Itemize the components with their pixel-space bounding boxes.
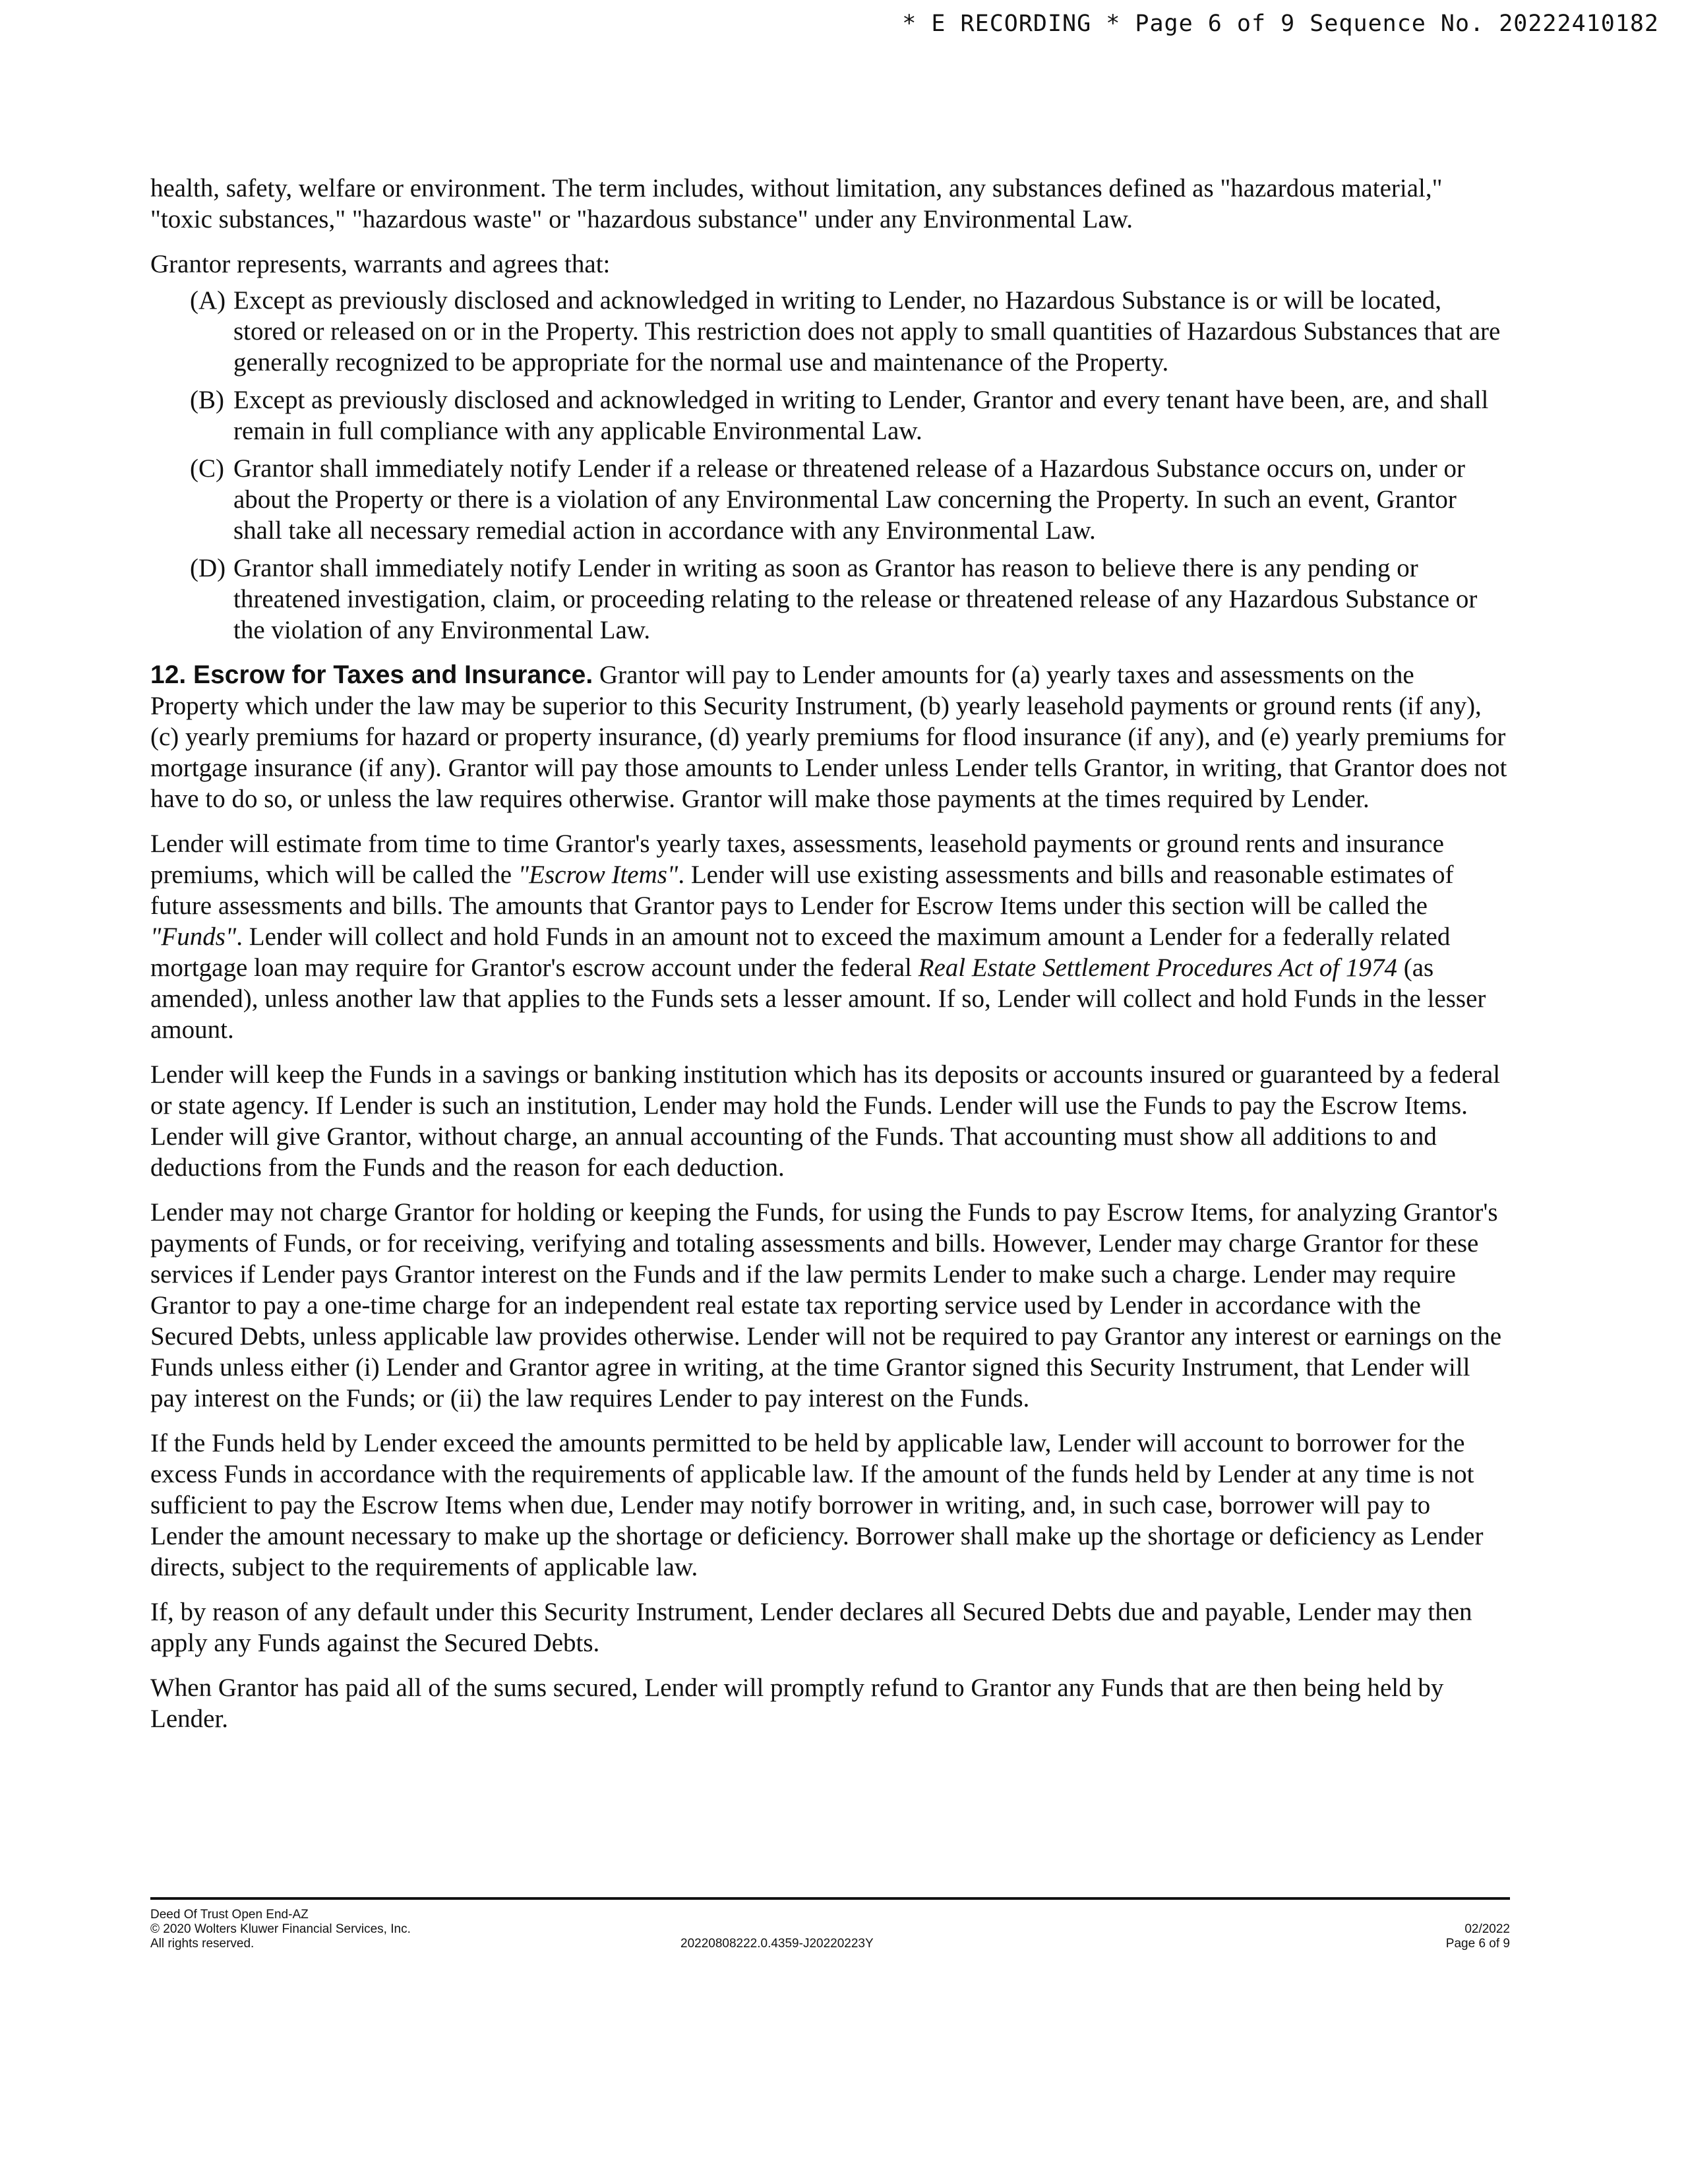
footer-form-name: Deed Of Trust Open End-AZ (150, 1908, 309, 1922)
list-item (150, 285, 1509, 378)
estimate-text-3: . Lender will collect and hold Funds in an amount not to exceed the maximum amount a Lender for a federally related mortgage loan may require for Grantor's escrow account under the federal (150, 923, 1451, 982)
footer-page-info (1446, 1922, 1510, 1951)
section-12-paragraph (150, 659, 1509, 814)
document-body (150, 173, 1509, 1748)
footer-divider (150, 1897, 1510, 1900)
estimate-text-1: Lender will estimate from time to time Grantor's yearly taxes, assessments, leasehold payments or ground rents and insurance premiums, which will be called the (150, 830, 1444, 889)
list-item-label: (B) (190, 386, 224, 414)
paragraph-charges: Lender may not charge Grantor for holding or keeping the Funds, for using the Funds to pay Escrow Items, for analyzing Grantor's payments of Funds, or for receiving, verifying and totaling assessments and bills. However, Lender may charge Grantor for these services if Lender pays Grantor interest on the Funds and if the law permits Lender to make such a charge. Lender may require Grantor to pay a one-time charge for an independent real estate tax reporting service used by Lender in accordance with the Secured Debts, unless applicable law provides otherwise. Lender will not be required to pay Grantor any interest or earnings on the Funds unless either (i) Lender and Grantor agree in writing, at the time Grantor signed this Security Instrument, that Lender will pay interest on the Funds; or (ii) the law requires Lender to pay interest on the Funds. (150, 1198, 1502, 1412)
footer-copyright: © 2020 Wolters Kluwer Financial Services, Inc. (150, 1922, 411, 1936)
list-item (150, 453, 1509, 546)
footer-date: 02/2022 (1464, 1922, 1510, 1936)
section-12-heading: 12. Escrow for Taxes and Insurance. (150, 661, 593, 689)
list-item-label: (D) (190, 554, 226, 582)
list-item-text: Grantor shall immediately notify Lender if a release or threatened release of a Hazardous Substance occurs on, under or about the Property or there is a violation of any Environmental Law concerning the Property. In such an event, Grantor shall take all necessary remedial action in accordance with any Environmental Law. (233, 454, 1465, 545)
footer-rights: All rights reserved. (150, 1937, 255, 1951)
paragraph-estimate (150, 828, 1509, 1045)
representations-list (150, 285, 1509, 646)
paragraph-keep-funds: Lender will keep the Funds in a savings or banking institution which has its deposits or accounts insured or guaranteed by a federal or state agency. If Lender is such an institution, Lender may hold the Funds. Lender will use the Funds to pay the Escrow Items. Lender will give Grantor, without charge, an annual accounting of the Funds. That accounting must show all additions to and deductions from the Funds and the reason for each deduction. (150, 1060, 1501, 1182)
footer-page-number: Page 6 of 9 (1445, 1937, 1510, 1951)
funds-term: "Funds" (150, 923, 237, 951)
list-item-text: Grantor shall immediately notify Lender in writing as soon as Grantor has reason to believe there is any pending or threatened investigation, claim, or proceeding relating to the release or threatened release of any Hazardous Substance or the violation of any Environmental Law. (233, 554, 1478, 644)
section-12-text: Grantor will pay to Lender amounts for (a) yearly taxes and assessments on the Property which under the law may be superior to this Security Instrument, (b) yearly leasehold payments or ground rents (if any), (c) yearly premiums for hazard or property insurance, (d) yearly premiums for flood insurance (if any), and (e) yearly premiums for mortgage insurance (if any). Grantor will pay those amounts to Lender unless Lender tells Grantor, in writing, that Grantor does not have to do so, or unless the law requires otherwise. Grantor will make those payments at the times required by Lender. (150, 661, 1507, 813)
paragraph-refund: When Grantor has paid all of the sums secured, Lender will promptly refund to Grantor any Funds that are then being held by Lender. (150, 1674, 1444, 1733)
estimate-text-2: . Lender will use existing assessments and bills and reasonable estimates of future assessments and bills. The amounts that Grantor pays to Lender for Escrow Items under this section will be called the (150, 861, 1454, 920)
list-item-label: (C) (190, 454, 224, 483)
recording-header: * E RECORDING * Page 6 of 9 Sequence No. 20222410182 (902, 11, 1659, 37)
respa-act-name: Real Estate Settlement Procedures Act of 1974 (918, 954, 1397, 982)
list-item-text: Except as previously disclosed and acknowledged in writing to Lender, Grantor and every tenant have been, are, and shall remain in full compliance with any applicable Environmental Law. (233, 386, 1489, 445)
footer-form-info (150, 1908, 411, 1951)
estimate-text-4: (as amended), unless another law that applies to the Funds sets a lesser amount. If so, Lender will collect and hold Funds in the lesser amount. (150, 954, 1486, 1044)
paragraph-excess-funds: If the Funds held by Lender exceed the amounts permitted to be held by applicable law, Lender will account to borrower for the excess Funds in accordance with the requirements of applicable law. If the amount of the funds held by Lender at any time is not sufficient to pay the Escrow Items when due, Lender may notify borrower in writing, and, in such case, borrower will pay to Lender the amount necessary to make up the shortage or deficiency. Borrower shall make up the shortage or deficiency as Lender directs, subject to the requirements of applicable law. (150, 1429, 1484, 1581)
list-item (150, 553, 1509, 646)
list-item-label: (A) (190, 286, 226, 315)
list-item-text: Except as previously disclosed and acknowledged in writing to Lender, no Hazardous Substance is or will be located, stored or released on or in the Property. This restriction does not apply to small quantities of Hazardous Substances that are generally recognized to be appropriate for the normal use and maintenance of the Property. (233, 286, 1501, 377)
footer-doc-code: 20220808222.0.4359-J20220223Y (680, 1937, 874, 1951)
paragraph-hazardous-definition: health, safety, welfare or environment. The term includes, without limitation, any substances defined as "hazardous material," "toxic substances," "hazardous waste" or "hazardous substance" under any Environmental Law. (150, 174, 1443, 233)
paragraph-grantor-represents: Grantor represents, warrants and agrees that: (150, 250, 611, 278)
escrow-items-term: "Escrow Items" (518, 861, 678, 889)
paragraph-default: If, by reason of any default under this Security Instrument, Lender declares all Secured Debts due and payable, Lender may then apply any Funds against the Secured Debts. (150, 1598, 1472, 1657)
list-item (150, 384, 1509, 446)
